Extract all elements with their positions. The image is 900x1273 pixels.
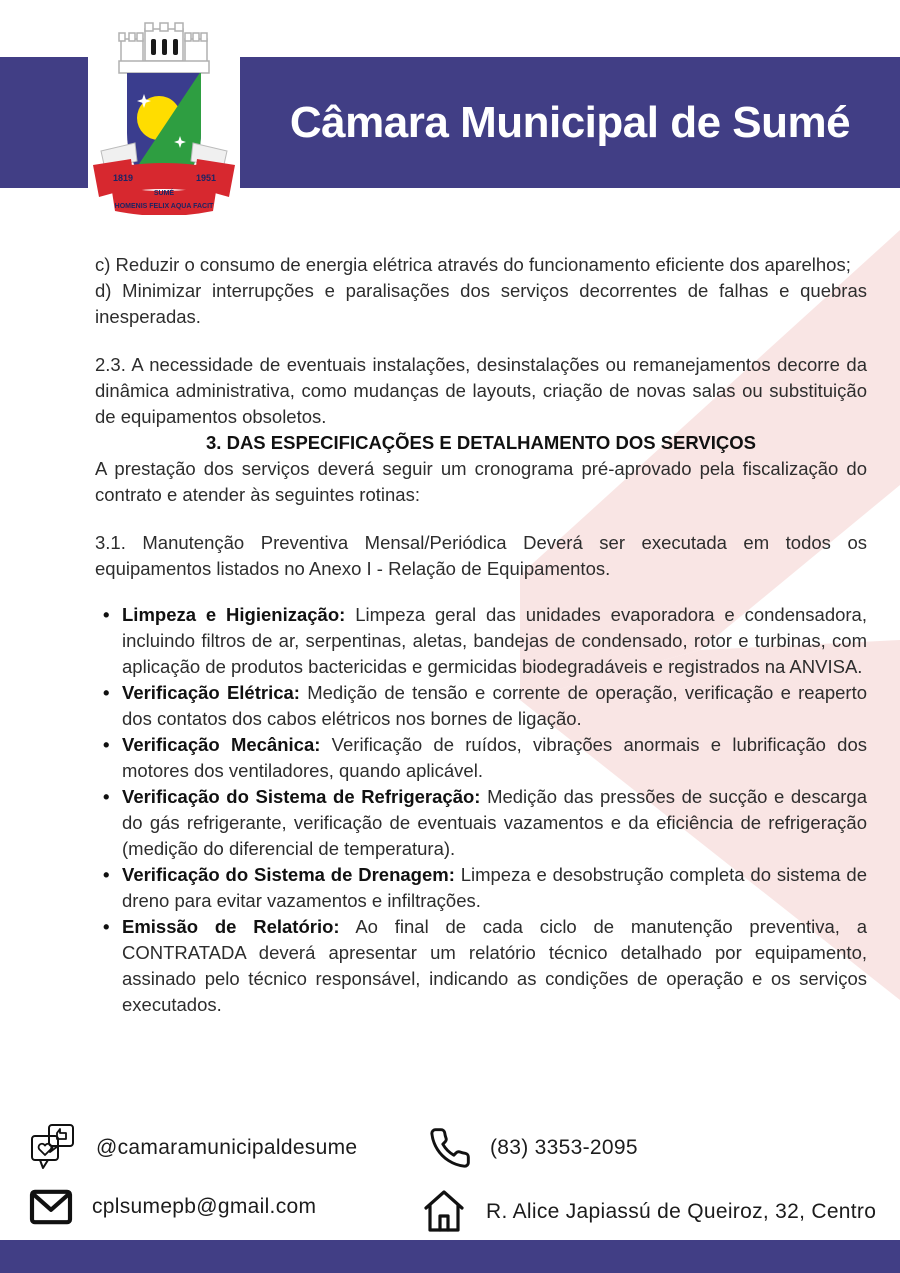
footer-email (28, 1188, 316, 1226)
home-icon (420, 1188, 468, 1236)
phone-icon (428, 1126, 472, 1170)
paragraph-2-3: 2.3. A necessidade de eventuais instalações, desinstalações ou remanejamentos decorre da dinâmica administrativa, como mudanças de layouts, criação de novas salas ou substituição de equipamentos obsoletos. (95, 354, 867, 427)
bullet-label: Verificação Mecânica: (122, 734, 321, 755)
bullet-text: Verificação de ruídos, vibrações anormais e lubrificação dos motores dos ventiladores, quando aplicável. (122, 734, 867, 781)
list-item (95, 862, 867, 914)
logo-year-left: 1819 (113, 173, 134, 183)
document-body (95, 252, 867, 1018)
email-icon (28, 1188, 74, 1226)
list-item (95, 784, 867, 862)
section-heading: 3. DAS ESPECIFICAÇÕES E DETALHAMENTO DOS SERVIÇOS (206, 432, 756, 453)
paragraph-3-1: 3.1. Manutenção Preventiva Mensal/Periódica Deverá ser executada em todos os equipamentos listados no Anexo I - Relação de Equipamentos. (95, 532, 867, 579)
bullet-label: Verificação do Sistema de Refrigeração: (122, 786, 481, 807)
bullet-label: Emissão de Relatório: (122, 916, 340, 937)
social-handle: @camaramunicipaldesume (96, 1136, 358, 1159)
phone-number: (83) 3353-2095 (490, 1136, 638, 1159)
bullet-label: Verificação Elétrica: (122, 682, 300, 703)
bullet-text: Medição das pressões de sucção e descarga do gás refrigerante, verificação de eventuais vazamentos e da eficiência de refrigeração (medição do diferencial de temperatura). (122, 786, 867, 859)
list-item (95, 732, 867, 784)
coat-of-arms-icon (89, 15, 239, 215)
bullet-label: Limpeza e Higienização: (122, 604, 346, 625)
paragraph-item-d: d) Minimizar interrupções e paralisações dos serviços decorrentes de falhas e quebras inesperadas. (95, 280, 867, 327)
header (240, 57, 900, 188)
list-item (95, 602, 867, 680)
street-address: R. Alice Japiassú de Queiroz, 32, Centro (486, 1200, 877, 1223)
footer-phone (428, 1126, 638, 1170)
bullet-text: Medição de tensão e corrente de operação, verificação e reaperto dos contatos dos cabos elétricos nos bornes de ligação. (122, 682, 868, 729)
social-chat-icon (28, 1122, 78, 1174)
page-title: Câmara Municipal de Sumé (289, 97, 851, 147)
logo-city-name: SUMÉ (153, 190, 175, 197)
list-item (95, 680, 867, 732)
service-bullet-list (95, 602, 867, 1018)
footer-band (0, 1240, 900, 1273)
list-item (95, 914, 867, 1018)
bullet-label: Verificação do Sistema de Drenagem: (122, 864, 455, 885)
bullet-text: Limpeza e desobstrução completa do sistema de dreno para evitar vazamentos e infiltrações. (122, 864, 867, 911)
logo-year-right: 1951 (196, 173, 217, 183)
footer-social (28, 1122, 357, 1174)
paragraph-item-c: c) Reduzir o consumo de energia elétrica através do funcionamento eficiente dos aparelhos; (95, 254, 851, 275)
logo-motto: HOMENIS FELIX AQUA FACIT (114, 203, 214, 210)
footer-address (420, 1188, 876, 1236)
bullet-text: Limpeza geral das unidades evaporadora e condensadora, incluindo filtros de ar, serpentinas, aletas, bandejas de condensado, rotor e turbinas, com aplicação de produtos bactericidas e germicidas biodegradáveis e registrados na ANVISA. (122, 604, 867, 677)
paragraph-intro: A prestação dos serviços deverá seguir um cronograma pré-aprovado pela fiscalização do contrato e atender às seguintes rotinas: (95, 458, 867, 505)
municipal-coat-of-arms-logo (88, 14, 240, 216)
bullet-text: Ao final de cada ciclo de manutenção preventiva, a CONTRATADA deverá apresentar um relatório técnico detalhado por equipamento, assinado pelo técnico responsável, indicando as condições de operação e os serviços executados. (122, 916, 867, 1015)
email-address: cplsumepb@gmail.com (92, 1195, 317, 1218)
